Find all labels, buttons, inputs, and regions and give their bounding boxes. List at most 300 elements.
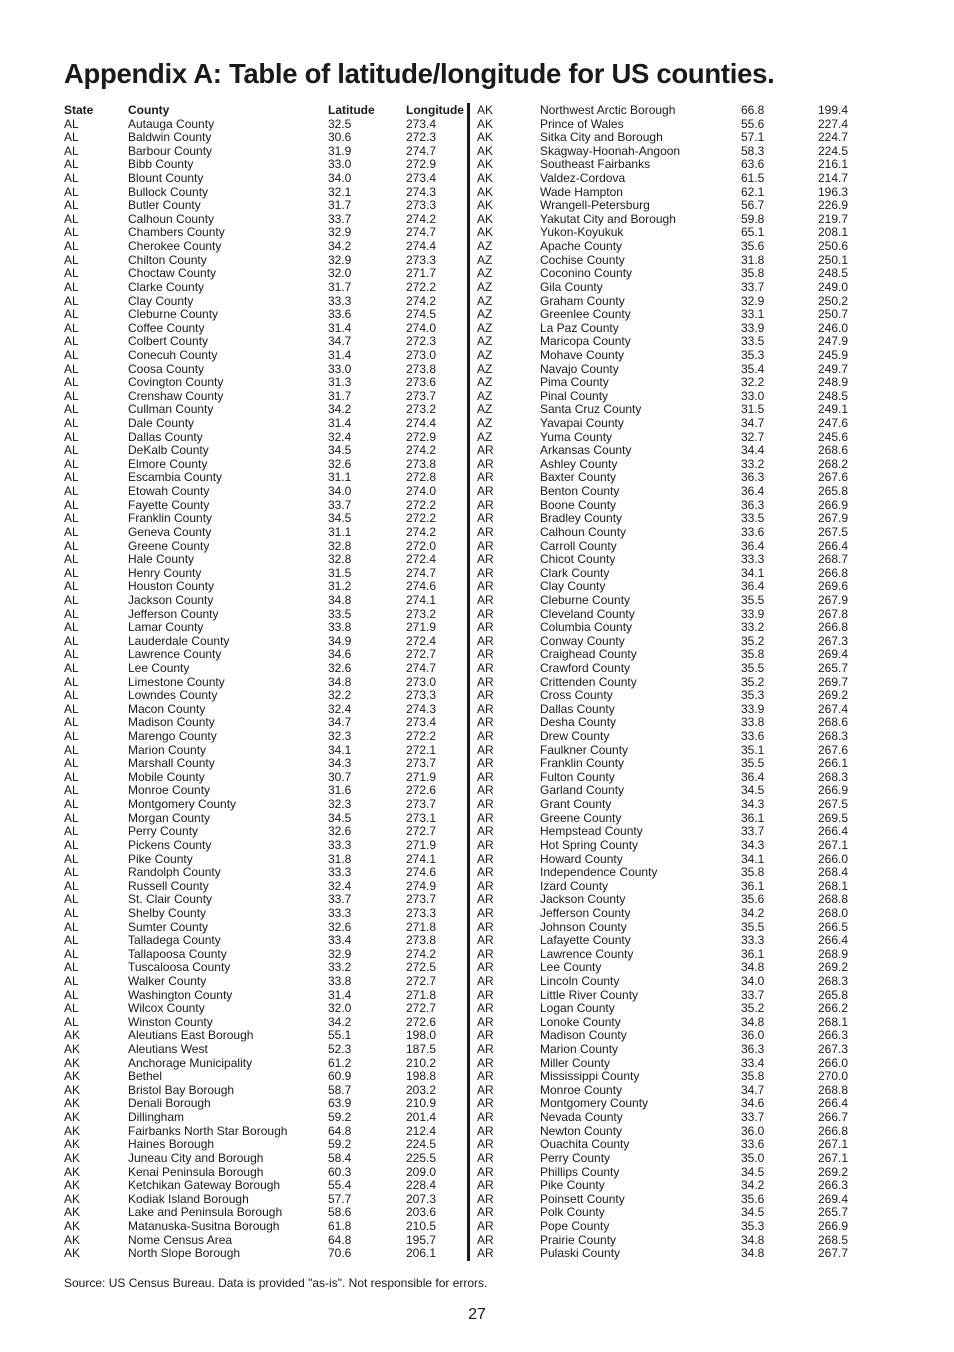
county-cell: Independence County <box>540 866 658 880</box>
table-row <box>477 540 857 554</box>
county-cell: Limestone County <box>128 675 225 689</box>
latitude-header: Latitude <box>328 104 375 117</box>
latitude-cell: 33.0 <box>741 389 765 403</box>
state-cell: AK <box>64 1124 81 1138</box>
county-cell: Morgan County <box>128 811 211 825</box>
state-cell: AL <box>64 485 79 499</box>
county-cell: Bradley County <box>540 512 623 526</box>
state-cell: AL <box>64 852 79 866</box>
county-cell: Grant County <box>540 798 612 812</box>
state-cell: AR <box>477 947 494 961</box>
longitude-cell: 268.8 <box>818 1083 849 1097</box>
county-cell: Yukon-Koyukuk <box>540 226 624 240</box>
state-cell: AL <box>64 961 79 975</box>
latitude-cell: 33.6 <box>741 730 765 744</box>
table-row <box>477 757 857 771</box>
county-cell: Lake and Peninsula Borough <box>128 1206 283 1220</box>
state-cell: AK <box>477 158 494 172</box>
latitude-cell: 35.3 <box>741 1219 765 1233</box>
table-row <box>64 784 464 798</box>
latitude-cell: 66.8 <box>741 104 765 117</box>
state-cell: AL <box>64 403 79 417</box>
table-row <box>477 580 857 594</box>
table-row <box>64 1247 464 1261</box>
county-cell: Clay County <box>128 294 194 308</box>
longitude-cell: 266.4 <box>818 539 849 553</box>
longitude-cell: 226.9 <box>818 199 849 213</box>
county-cell: Prince of Wales <box>540 117 624 131</box>
table-row <box>477 390 857 404</box>
county-cell: Crawford County <box>540 661 631 675</box>
state-cell: AL <box>64 770 79 784</box>
state-cell: AL <box>64 648 79 662</box>
longitude-cell: 272.7 <box>406 825 437 839</box>
latitude-cell: 32.7 <box>741 430 765 444</box>
longitude-cell: 274.0 <box>406 321 437 335</box>
latitude-cell: 36.0 <box>741 1124 765 1138</box>
latitude-cell: 34.4 <box>741 444 765 458</box>
state-header: State <box>64 104 94 117</box>
longitude-cell: 266.0 <box>818 1056 849 1070</box>
latitude-cell: 58.6 <box>328 1206 352 1220</box>
state-cell: AR <box>477 566 494 580</box>
table-row <box>477 934 857 948</box>
county-cell: Denali Borough <box>128 1097 211 1111</box>
county-cell: Calhoun County <box>540 525 627 539</box>
latitude-cell: 32.0 <box>328 267 352 281</box>
table-row <box>64 118 464 132</box>
county-cell: La Paz County <box>540 321 619 335</box>
longitude-cell: 269.2 <box>818 961 849 975</box>
longitude-cell: 273.8 <box>406 457 437 471</box>
table-row <box>64 1138 464 1152</box>
state-cell: AR <box>477 648 494 662</box>
latitude-cell: 31.1 <box>328 471 352 485</box>
latitude-cell: 32.3 <box>328 798 352 812</box>
state-cell: AL <box>64 199 79 213</box>
state-cell: AR <box>477 1111 494 1125</box>
county-cell: Franklin County <box>128 512 213 526</box>
state-cell: AL <box>64 784 79 798</box>
latitude-cell: 33.9 <box>741 702 765 716</box>
state-cell: AR <box>477 634 494 648</box>
state-cell: AL <box>64 893 79 907</box>
state-cell: AR <box>477 1097 494 1111</box>
table-column-left <box>64 104 464 1261</box>
longitude-cell: 268.6 <box>818 716 849 730</box>
latitude-cell: 33.7 <box>328 498 352 512</box>
state-cell: AR <box>477 498 494 512</box>
longitude-cell: 274.2 <box>406 294 437 308</box>
table-row <box>64 907 464 921</box>
state-cell: AL <box>64 879 79 893</box>
longitude-cell: 206.1 <box>406 1247 437 1261</box>
county-cell: Lowndes County <box>128 689 218 703</box>
longitude-cell: 269.5 <box>818 811 849 825</box>
latitude-cell: 35.6 <box>741 1192 765 1206</box>
county-cell: Walker County <box>128 975 207 988</box>
county-cell: Cleburne County <box>128 308 219 322</box>
latitude-cell: 33.3 <box>328 294 352 308</box>
state-cell: AL <box>64 975 79 988</box>
state-cell: AL <box>64 444 79 458</box>
table-row <box>64 1125 464 1139</box>
table-row <box>64 635 464 649</box>
longitude-cell: 273.3 <box>406 253 437 267</box>
county-cell: Pima County <box>540 376 609 390</box>
county-cell: Colbert County <box>128 335 209 349</box>
longitude-cell: 270.0 <box>818 1070 849 1084</box>
table-row <box>477 1043 857 1057</box>
latitude-cell: 61.5 <box>741 172 765 186</box>
county-cell: Ketchikan Gateway Borough <box>128 1179 281 1193</box>
latitude-cell: 34.1 <box>741 852 765 866</box>
table-row <box>477 267 857 281</box>
state-cell: AK <box>477 144 494 158</box>
longitude-cell: 268.1 <box>818 879 849 893</box>
latitude-cell: 34.6 <box>328 648 352 662</box>
latitude-cell: 34.0 <box>328 485 352 499</box>
state-cell: AR <box>477 770 494 784</box>
state-cell: AL <box>64 838 79 852</box>
longitude-cell: 210.2 <box>406 1056 437 1070</box>
table-row <box>64 893 464 907</box>
table-row <box>477 281 857 295</box>
table-row <box>477 1125 857 1139</box>
longitude-cell: 267.1 <box>818 1151 849 1165</box>
table-body-right <box>477 104 857 1261</box>
latitude-cell: 35.2 <box>741 675 765 689</box>
state-cell: AR <box>477 730 494 744</box>
latitude-cell: 62.1 <box>741 185 765 199</box>
table-row <box>64 295 464 309</box>
county-cell: Miller County <box>540 1056 611 1070</box>
county-cell: Lafayette County <box>540 934 631 948</box>
longitude-cell: 274.4 <box>406 417 437 431</box>
latitude-cell: 36.4 <box>741 770 765 784</box>
longitude-cell: 274.7 <box>406 566 437 580</box>
state-cell: AK <box>64 1179 81 1193</box>
latitude-cell: 32.6 <box>328 920 352 934</box>
latitude-cell: 35.8 <box>741 1070 765 1084</box>
county-cell: Aleutians West <box>128 1043 208 1057</box>
county-cell: Lonoke County <box>540 1015 621 1029</box>
latitude-cell: 58.3 <box>741 144 765 158</box>
state-cell: AZ <box>477 362 493 376</box>
county-cell: Blount County <box>128 172 204 186</box>
table-row <box>64 199 464 213</box>
county-cell: Matanuska-Susitna Borough <box>128 1219 280 1233</box>
state-cell: AL <box>64 362 79 376</box>
county-cell: Fayette County <box>128 498 210 512</box>
county-cell: Drew County <box>540 730 610 744</box>
county-cell: Cleveland County <box>540 607 635 621</box>
county-cell: Desha County <box>540 716 617 730</box>
table-row <box>477 349 857 363</box>
latitude-cell: 61.8 <box>328 1219 352 1233</box>
county-cell: Jackson County <box>128 593 214 607</box>
table-row <box>477 689 857 703</box>
table-row <box>64 1057 464 1071</box>
table-row <box>64 267 464 281</box>
latitude-cell: 32.1 <box>328 185 352 199</box>
county-cell: Etowah County <box>128 485 210 499</box>
table-row <box>64 1220 464 1234</box>
latitude-cell: 33.3 <box>328 838 352 852</box>
latitude-cell: 58.7 <box>328 1083 352 1097</box>
latitude-cell: 63.6 <box>741 158 765 172</box>
longitude-cell: 212.4 <box>406 1124 437 1138</box>
longitude-cell: 266.9 <box>818 1219 849 1233</box>
county-cell: Marion County <box>128 743 207 757</box>
latitude-cell: 33.7 <box>741 825 765 839</box>
longitude-cell: 272.3 <box>406 335 437 349</box>
state-cell: AR <box>477 743 494 757</box>
county-cell: Bristol Bay Borough <box>128 1083 235 1097</box>
county-cell: Baldwin County <box>128 131 212 145</box>
latitude-cell: 36.1 <box>741 811 765 825</box>
longitude-cell: 272.7 <box>406 648 437 662</box>
county-cell: Fulton County <box>540 770 615 784</box>
longitude-cell: 214.7 <box>818 172 849 186</box>
state-cell: AR <box>477 1233 494 1247</box>
state-cell: AL <box>64 131 79 145</box>
longitude-cell: 267.1 <box>818 1138 849 1152</box>
county-cell: Faulkner County <box>540 743 629 757</box>
county-cell: DeKalb County <box>128 444 209 458</box>
table-row <box>64 703 464 717</box>
latitude-cell: 31.5 <box>741 403 765 417</box>
table-row <box>477 567 857 581</box>
longitude-cell: 269.2 <box>818 689 849 703</box>
latitude-cell: 33.4 <box>741 1056 765 1070</box>
latitude-cell: 35.1 <box>741 743 765 757</box>
latitude-cell: 31.5 <box>328 566 352 580</box>
longitude-cell: 272.0 <box>406 539 437 553</box>
latitude-cell: 31.9 <box>328 144 352 158</box>
table-row <box>477 621 857 635</box>
latitude-cell: 36.4 <box>741 485 765 499</box>
county-cell: Monroe County <box>128 784 211 798</box>
county-cell: Marengo County <box>128 730 217 744</box>
longitude-cell: 272.1 <box>406 743 437 757</box>
state-cell: AR <box>477 1015 494 1029</box>
latitude-cell: 34.5 <box>328 444 352 458</box>
table-row <box>477 839 857 853</box>
longitude-cell: 269.6 <box>818 580 849 594</box>
longitude-cell: 266.8 <box>818 1124 849 1138</box>
county-cell: Lamar County <box>128 621 204 635</box>
latitude-cell: 65.1 <box>741 226 765 240</box>
latitude-cell: 34.8 <box>741 1233 765 1247</box>
county-cell: Conway County <box>540 634 625 648</box>
state-cell: AR <box>477 961 494 975</box>
state-cell: AR <box>477 593 494 607</box>
county-cell: Apache County <box>540 240 623 254</box>
state-cell: AR <box>477 485 494 499</box>
table-row <box>477 784 857 798</box>
latitude-cell: 33.7 <box>741 280 765 294</box>
state-cell: AR <box>477 457 494 471</box>
table-row <box>64 853 464 867</box>
table-row <box>64 308 464 322</box>
longitude-cell: 274.7 <box>406 226 437 240</box>
state-cell: AL <box>64 1015 79 1029</box>
table-row <box>477 662 857 676</box>
county-cell: Logan County <box>540 1002 615 1016</box>
latitude-cell: 60.9 <box>328 1070 352 1084</box>
county-cell: Phillips County <box>540 1165 620 1179</box>
state-cell: AR <box>477 975 494 988</box>
latitude-cell: 35.2 <box>741 1002 765 1016</box>
table-row <box>477 431 857 445</box>
latitude-cell: 57.7 <box>328 1192 352 1206</box>
longitude-cell: 273.4 <box>406 117 437 131</box>
state-cell: AL <box>64 321 79 335</box>
county-cell: Wilcox County <box>128 1002 205 1016</box>
longitude-cell: 268.3 <box>818 770 849 784</box>
table-row <box>477 403 857 417</box>
latitude-cell: 33.7 <box>741 988 765 1002</box>
latitude-cell: 35.0 <box>741 1151 765 1165</box>
state-cell: AL <box>64 661 79 675</box>
state-cell: AL <box>64 267 79 281</box>
county-cell: Nevada County <box>540 1111 623 1125</box>
state-cell: AR <box>477 852 494 866</box>
county-cell: Crittenden County <box>540 675 637 689</box>
longitude-cell: 267.3 <box>818 1043 849 1057</box>
state-cell: AZ <box>477 417 493 431</box>
longitude-cell: 224.5 <box>818 144 849 158</box>
latitude-cell: 55.4 <box>328 1179 352 1193</box>
table-row <box>477 444 857 458</box>
latitude-cell: 33.7 <box>328 893 352 907</box>
table-row <box>64 213 464 227</box>
latitude-cell: 58.4 <box>328 1151 352 1165</box>
longitude-cell: 273.2 <box>406 403 437 417</box>
table-row <box>477 1234 857 1248</box>
longitude-cell: 268.1 <box>818 1015 849 1029</box>
table-row <box>64 716 464 730</box>
longitude-cell: 273.0 <box>406 675 437 689</box>
latitude-cell: 35.6 <box>741 240 765 254</box>
state-cell: AK <box>64 1247 81 1261</box>
longitude-cell: 195.7 <box>406 1233 437 1247</box>
county-cell: Washington County <box>128 988 233 1002</box>
longitude-cell: 250.2 <box>818 294 849 308</box>
table-row <box>477 499 857 513</box>
state-cell: AL <box>64 716 79 730</box>
latitude-cell: 34.2 <box>741 906 765 920</box>
county-cell: Covington County <box>128 376 224 390</box>
latitude-cell: 33.6 <box>741 525 765 539</box>
longitude-cell: 203.2 <box>406 1083 437 1097</box>
latitude-cell: 31.7 <box>328 389 352 403</box>
longitude-cell: 267.3 <box>818 634 849 648</box>
state-cell: AR <box>477 920 494 934</box>
state-cell: AR <box>477 716 494 730</box>
state-cell: AL <box>64 730 79 744</box>
county-cell: Cross County <box>540 689 613 703</box>
longitude-cell: 228.4 <box>406 1179 437 1193</box>
state-cell: AR <box>477 1206 494 1220</box>
state-cell: AK <box>64 1070 81 1084</box>
state-cell: AR <box>477 512 494 526</box>
longitude-cell: 273.3 <box>406 199 437 213</box>
table-row <box>477 240 857 254</box>
table-row <box>64 390 464 404</box>
latitude-cell: 32.4 <box>328 879 352 893</box>
county-cell: Anchorage Municipality <box>128 1056 253 1070</box>
table-row <box>64 648 464 662</box>
county-cell: Mobile County <box>128 770 205 784</box>
column-divider <box>467 103 470 1261</box>
state-cell: AL <box>64 934 79 948</box>
county-cell: Wrangell-Petersburg <box>540 199 650 213</box>
longitude-cell: 274.6 <box>406 866 437 880</box>
latitude-cell: 70.6 <box>328 1247 352 1261</box>
state-cell: AL <box>64 566 79 580</box>
longitude-cell: 273.4 <box>406 716 437 730</box>
county-cell: Prairie County <box>540 1233 617 1247</box>
longitude-cell: 225.5 <box>406 1151 437 1165</box>
longitude-header: Longitude <box>406 104 464 117</box>
state-cell: AR <box>477 1247 494 1261</box>
county-cell: Arkansas County <box>540 444 632 458</box>
table-row <box>64 1029 464 1043</box>
longitude-cell: 250.1 <box>818 253 849 267</box>
state-cell: AZ <box>477 253 493 267</box>
state-cell: AZ <box>477 376 493 390</box>
latitude-cell: 57.1 <box>741 131 765 145</box>
table-row <box>477 975 857 989</box>
county-cell: Pike County <box>540 1179 605 1193</box>
latitude-cell: 34.1 <box>328 743 352 757</box>
county-cell: Northwest Arctic Borough <box>540 104 676 117</box>
longitude-cell: 268.9 <box>818 947 849 961</box>
county-cell: St. Clair County <box>128 893 213 907</box>
table-row <box>477 1247 857 1261</box>
longitude-cell: 265.8 <box>818 988 849 1002</box>
county-cell: Franklin County <box>540 757 625 771</box>
table-row <box>64 131 464 145</box>
state-cell: AK <box>477 104 494 117</box>
longitude-cell: 274.3 <box>406 185 437 199</box>
table-row <box>477 893 857 907</box>
longitude-cell: 198.0 <box>406 1029 437 1043</box>
longitude-cell: 274.2 <box>406 947 437 961</box>
latitude-cell: 32.0 <box>328 1002 352 1016</box>
state-cell: AR <box>477 539 494 553</box>
state-cell: AR <box>477 879 494 893</box>
table-row <box>477 771 857 785</box>
county-cell: Yavapai County <box>540 417 624 431</box>
table-row <box>64 322 464 336</box>
table-row <box>477 853 857 867</box>
longitude-cell: 271.9 <box>406 621 437 635</box>
county-cell: Calhoun County <box>128 212 215 226</box>
county-cell: Dillingham <box>128 1111 185 1125</box>
state-cell: AK <box>64 1233 81 1247</box>
longitude-cell: 249.7 <box>818 362 849 376</box>
state-cell: AZ <box>477 403 493 417</box>
state-cell: AR <box>477 893 494 907</box>
longitude-cell: 248.9 <box>818 376 849 390</box>
longitude-cell: 267.6 <box>818 743 849 757</box>
table-row <box>477 1016 857 1030</box>
county-cell: Tallapoosa County <box>128 947 227 961</box>
table-row <box>477 1002 857 1016</box>
